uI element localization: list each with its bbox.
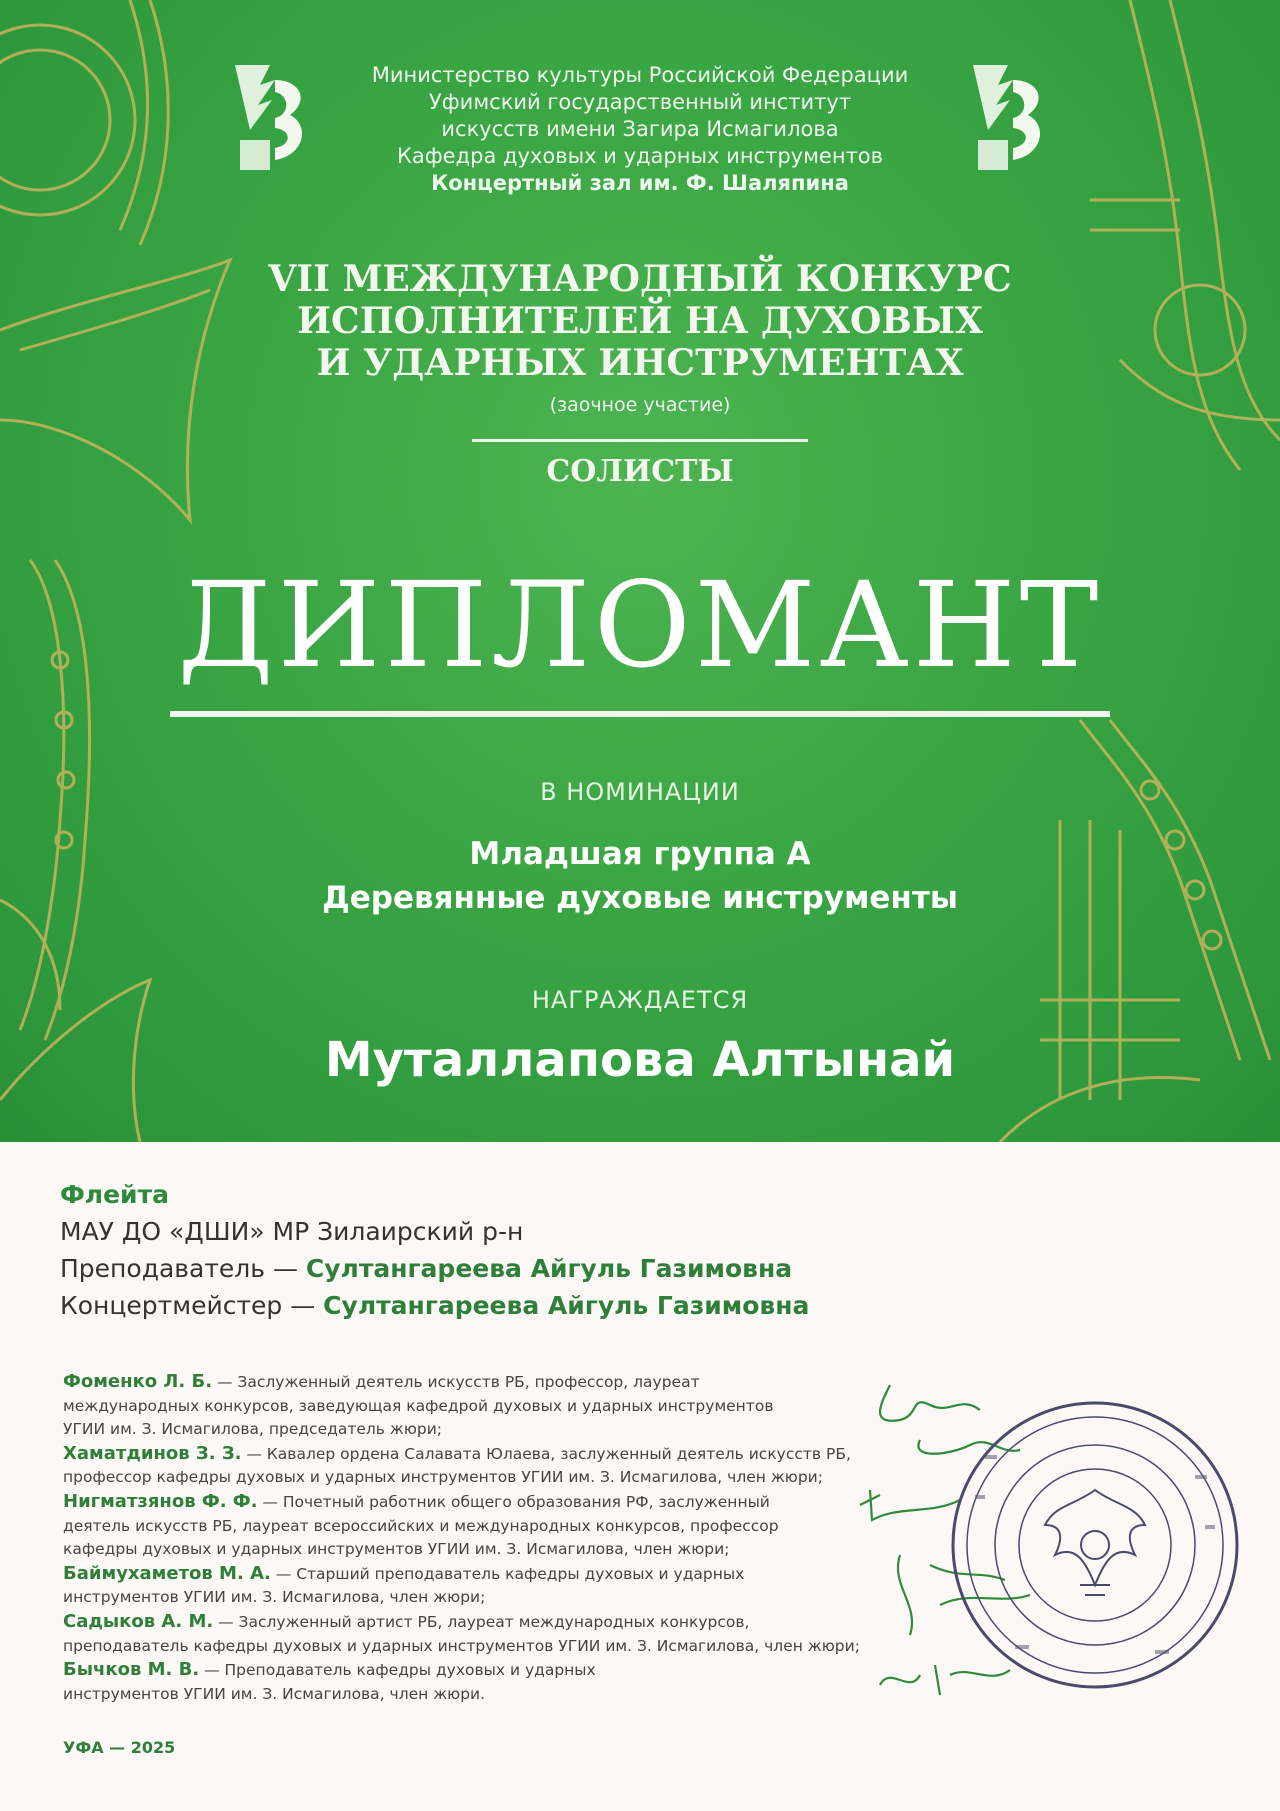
jury-desc: — Кавалер ордена Салавата Юлаева, заслуженный деятель искусств РБ,	[241, 1444, 851, 1463]
nomination-label: В НОМИНАЦИИ	[540, 778, 740, 806]
jury-desc: деятель искусств РБ, лауреат всероссийских и международных конкурсов, профессор	[63, 1516, 779, 1535]
jury-member	[63, 1610, 923, 1658]
jury-desc: — Заслуженный деятель искусств РБ, профессор, лауреат	[212, 1373, 700, 1391]
jury-name: Нигматзянов Ф. Ф.	[63, 1490, 258, 1512]
divider-long	[170, 711, 1110, 717]
jury-desc: — Заслуженный артист РБ, лауреат международных конкурсов,	[213, 1612, 750, 1631]
institute-logo-right	[968, 60, 1058, 175]
accompanist-label: Концертмейстер —	[60, 1291, 324, 1320]
competition-title-line-2: ИСПОЛНИТЕЛЕЙ НА ДУХОВЫХ	[297, 300, 983, 342]
jury-name: Фоменко Л. Б.	[63, 1371, 213, 1392]
institute-line-2: искусств имени Загира Исмагилова	[441, 117, 839, 141]
official-seal	[945, 1395, 1245, 1695]
concert-hall-line: Концертный зал им. Ф. Шаляпина	[431, 171, 849, 195]
nomination-text	[190, 832, 1090, 920]
accompanist-name: Султангареева Айгуль Газимовна	[323, 1291, 810, 1320]
participant-details	[60, 1176, 960, 1324]
participation-note: (заочное участие)	[549, 394, 731, 416]
nomination-group: Младшая группа А	[469, 836, 811, 872]
accompanist-line	[60, 1287, 960, 1324]
jury-member	[63, 1658, 923, 1706]
jury-desc: — Почетный работник общего образования РФ, заслуженный	[257, 1492, 770, 1511]
jury-desc: инструментов УГИИ им. З. Исмагилова, член жюри;	[63, 1588, 486, 1607]
institute-line-1: Уфимский государственный институт	[428, 90, 852, 114]
jury-name: Садыков А. М.	[63, 1610, 214, 1632]
competition-title-line-1: VII МЕЖДУНАРОДНЫЙ КОНКУРС	[268, 258, 1012, 300]
awardee-name: Муталлапова Алтынай	[324, 1032, 956, 1088]
jury-name: Баймухаметов М. А.	[63, 1562, 271, 1584]
divider-short	[472, 439, 808, 442]
teacher-name: Султангареева Айгуль Газимовна	[305, 1254, 793, 1283]
jury-desc: УГИИ им. З. Исмагилова, председатель жюри;	[63, 1420, 443, 1439]
teacher-label: Преподаватель —	[60, 1254, 306, 1283]
jury-name: Бычков М. В.	[63, 1659, 200, 1681]
competition-title	[240, 258, 1040, 384]
jury-member	[63, 1442, 923, 1490]
nomination-instruments: Деревянные духовые инструменты	[322, 880, 958, 916]
jury-desc: — Старший преподаватель кафедры духовых и ударных	[270, 1564, 745, 1583]
competition-title-line-3: И УДАРНЫХ ИНСТРУМЕНТАХ	[316, 342, 964, 384]
jury-member	[63, 1370, 923, 1442]
category-label: СОЛИСТЫ	[546, 454, 734, 489]
jury-desc: профессор кафедры духовых и ударных инструментов УГИИ им. З. Исмагилова, член жюри;	[63, 1468, 823, 1487]
award-label: НАГРАЖДАЕТСЯ	[531, 986, 749, 1014]
jury-desc: кафедры духовых и ударных инструментов УГИИ им. З. Исмагилова, член жюри;	[63, 1540, 730, 1559]
department-line: Кафедра духовых и ударных инструментов	[396, 144, 884, 168]
jury-member	[63, 1562, 923, 1610]
jury-desc: инструментов УГИИ им. З. Исмагилова, член жюри.	[63, 1684, 486, 1703]
jury-member	[63, 1490, 923, 1562]
jury-desc: — Преподаватель кафедры духовых и ударных	[199, 1661, 596, 1680]
diploma-title: ДИПЛОМАНТ	[177, 556, 1103, 694]
instrument-label: Флейта	[60, 1180, 169, 1209]
ministry-line: Министерство культуры Российской Федерации	[371, 63, 909, 87]
institution-header	[300, 62, 980, 197]
school-line: МАУ ДО «ДШИ» МР Зилаирский р-н	[60, 1217, 524, 1246]
teacher-line	[60, 1250, 960, 1287]
jury-name: Хаматдинов З. З.	[63, 1442, 242, 1464]
city-year: УФА — 2025	[63, 1738, 176, 1757]
jury-desc: международных конкурсов, заведующая кафедрой духовых и ударных инструментов	[63, 1396, 774, 1415]
jury-list	[63, 1370, 923, 1706]
jury-desc: преподаватель кафедры духовых и ударных инструментов УГИИ им. З. Исмагилова, член жюри;	[63, 1636, 860, 1655]
